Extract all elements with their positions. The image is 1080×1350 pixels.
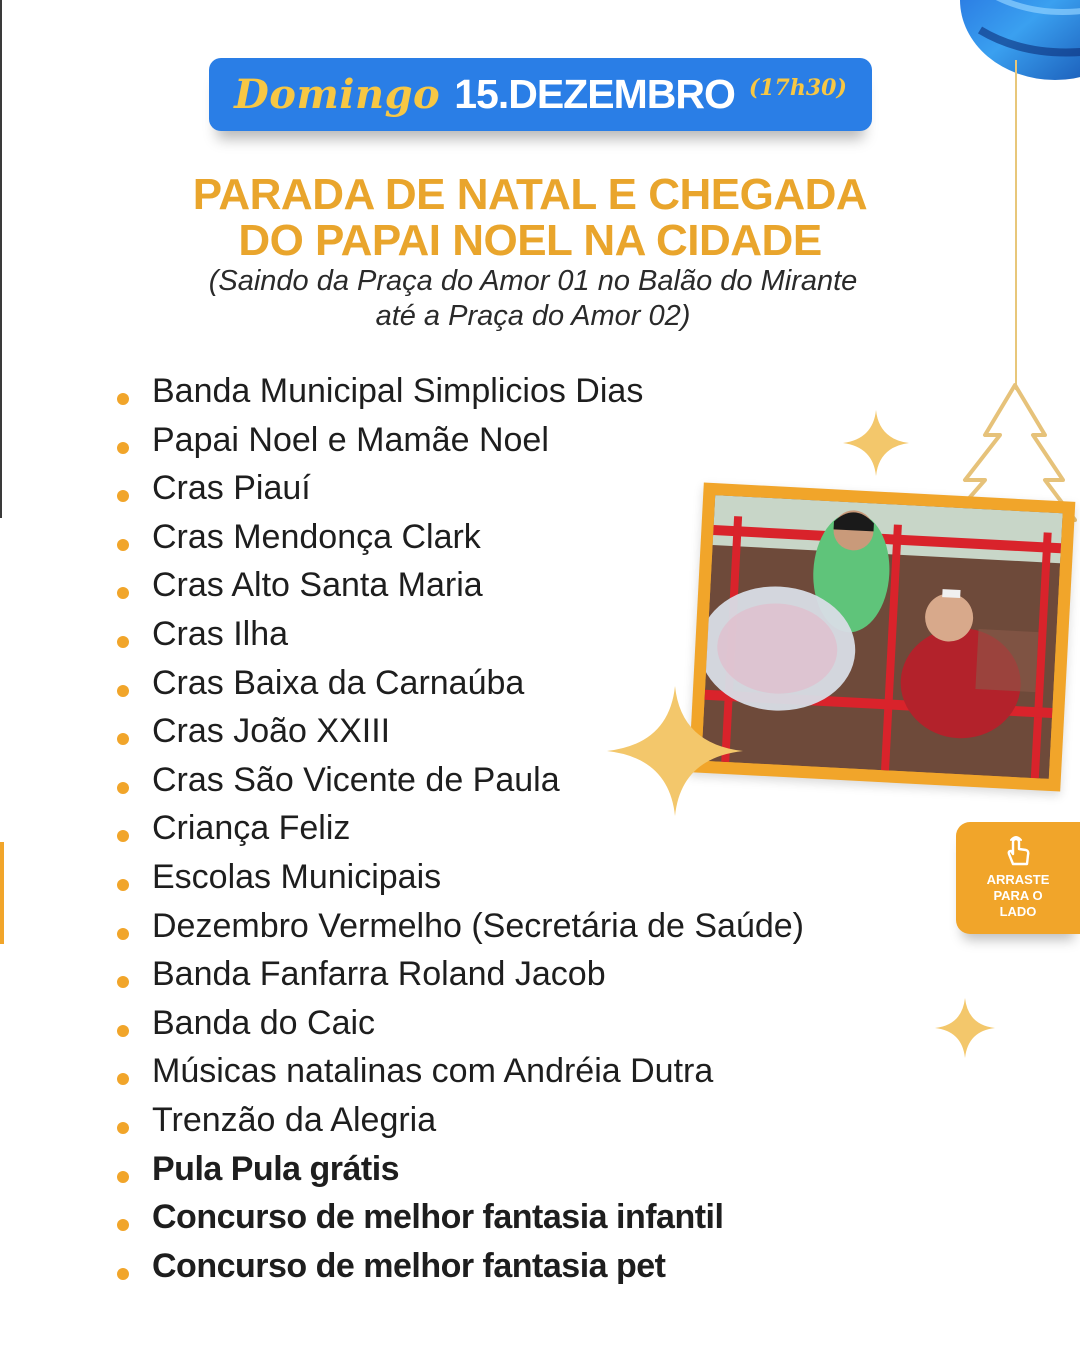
list-item-label: Banda Municipal Simplicios Dias <box>152 372 644 410</box>
parade-photo-frame <box>689 482 1076 791</box>
sparkle-star-icon <box>843 410 909 476</box>
list-item-label: Cras Piauí <box>152 469 311 508</box>
bullet-icon <box>117 976 129 988</box>
bullet-icon <box>117 782 129 794</box>
event-day: Domingo <box>234 71 441 118</box>
bullet-icon <box>117 685 129 697</box>
bullet-icon <box>117 879 129 891</box>
bullet-icon <box>117 393 129 405</box>
event-date: 15.DEZEMBRO <box>454 71 735 117</box>
list-item-label: Cras Ilha <box>152 614 289 653</box>
bullet-icon <box>117 928 129 940</box>
bullet-icon <box>117 830 129 842</box>
parade-photo <box>701 495 1062 779</box>
bullet-icon <box>117 490 129 502</box>
list-item-label: Cras Baixa da Carnaúba <box>152 663 525 702</box>
bullet-icon <box>117 1073 129 1085</box>
sparkle-star-icon <box>935 998 995 1058</box>
left-edge-accent <box>0 842 4 944</box>
bullet-icon <box>117 636 129 648</box>
list-item-label: Trenzão da Alegria <box>152 1100 437 1139</box>
event-title: PARADA DE NATAL E CHEGADA DO PAPAI NOEL NA CIDADE <box>192 170 868 265</box>
bullet-icon <box>117 1025 129 1037</box>
list-item-label: Cras Alto Santa Maria <box>152 566 483 605</box>
list-item-label: Concurso de melhor fantasia infantil <box>152 1198 724 1237</box>
hand-swipe-icon <box>1000 834 1036 870</box>
bullet-icon <box>117 1122 129 1134</box>
list-item-label: Pula Pula grátis <box>152 1149 400 1188</box>
swipe-hint-text: ARRASTE PARA O LADO <box>986 872 1050 919</box>
list-item-label: Dezembro Vermelho (Secretária de Saúde) <box>152 906 804 945</box>
list-item-label: Papai Noel e Mamãe Noel <box>152 420 549 459</box>
bullet-icon <box>117 733 129 745</box>
event-route: (Saindo da Praça do Amor 01 no Balão do Mirante até a Praça do Amor 02) <box>208 265 858 332</box>
blue-ornament-icon <box>940 0 1080 90</box>
list-item-label: Músicas natalinas com Andréia Dutra <box>152 1052 714 1091</box>
bullet-icon <box>117 1268 129 1280</box>
list-item-label: Concurso de melhor fantasia pet <box>152 1246 666 1285</box>
bullet-icon <box>117 1219 129 1231</box>
list-item-label: Banda do Caic <box>152 1003 376 1042</box>
list-item-label: Cras João XXIII <box>152 712 391 751</box>
bullet-icon <box>117 587 129 599</box>
list-item-label: Banda Fanfarra Roland Jacob <box>152 955 606 994</box>
ornament-string <box>1015 60 1017 390</box>
swipe-hint-badge[interactable] <box>956 822 1080 934</box>
list-item-label: Criança Feliz <box>152 809 351 848</box>
event-time: (17h30) <box>748 74 847 101</box>
bullet-icon <box>117 1171 129 1183</box>
bullet-icon <box>117 442 129 454</box>
bullet-icon <box>117 539 129 551</box>
list-item-label: Escolas Municipais <box>152 857 442 896</box>
sparkle-star-icon <box>607 686 743 816</box>
date-banner <box>209 58 872 131</box>
list-item-label: Cras Mendonça Clark <box>152 517 481 556</box>
list-item-label: Cras São Vicente de Paula <box>152 760 560 799</box>
left-edge-line <box>0 0 2 518</box>
